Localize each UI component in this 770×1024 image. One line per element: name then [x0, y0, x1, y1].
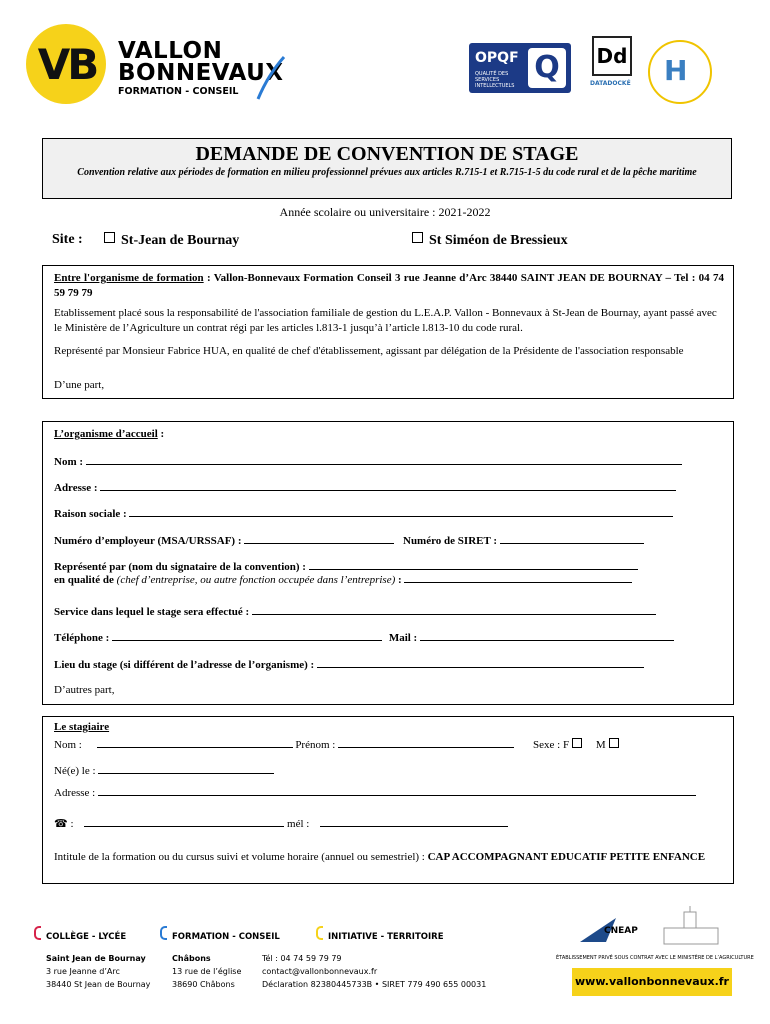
intitule-value: CAP ACCOMPAGNANT EDUCATIF PETITE ENFANCE [427, 851, 706, 863]
organisme-formation-heading [54, 271, 724, 301]
represente-field[interactable] [309, 560, 638, 570]
mail-label: Mail : [388, 632, 418, 644]
footer-col2-brand [160, 926, 280, 942]
intitule-label: Intitule de la formation ou du cursus suivi et volume horaire (annuel ou semestriel) : [54, 851, 425, 863]
service-field[interactable] [252, 605, 656, 615]
footer-contact-mail[interactable]: contact@vallonbonnevaux.fr [262, 967, 378, 976]
stagiaire-prenom-label: Prénom : [295, 739, 336, 751]
qualite-label: en qualité de [54, 574, 114, 586]
footer-address1-title: Saint Jean de Bournay [46, 954, 146, 963]
employeur-field[interactable] [244, 534, 394, 544]
stagiaire-nom-label: Nom : [54, 739, 82, 751]
opqf-title: OPQF [475, 50, 519, 66]
page-title: DEMANDE DE CONVENTION DE STAGE [195, 143, 579, 165]
lieu-label: Lieu du stage (si différent de l’adresse de l’organisme) : [54, 659, 315, 671]
site-label: Site : [52, 232, 83, 247]
page-subtitle: Convention relative aux périodes de formation en milieu professionnel prévues aux articles R.715-1 et R.715-1-5 du code rural et de la pêche maritime [77, 167, 697, 178]
service-label: Service dans lequel le stage sera effectué : [54, 606, 250, 618]
nom-label: Nom : [54, 456, 84, 468]
qualite-colon: : [395, 574, 402, 586]
ne-field[interactable] [98, 764, 274, 774]
stagiaire-adresse-field[interactable] [98, 786, 696, 796]
organisme-accueil-heading-label: L’organisme d’accueil [54, 428, 158, 440]
mel-field[interactable] [320, 817, 508, 827]
adresse-row [54, 481, 676, 494]
footer-address2 [172, 952, 241, 991]
raison-row [54, 507, 673, 520]
organisme-formation-para3: D’une part, [54, 379, 105, 391]
opqf-sub: QUALITÉ DES SERVICES INTELLECTUELS [475, 71, 515, 89]
website-link[interactable]: www.vallonbonnevaux.fr [572, 968, 732, 996]
footer-col2-label: FORMATION - CONSEIL [172, 932, 280, 942]
sexe-m-label: M [595, 739, 606, 751]
footer-address2-line2: 38690 Châbons [172, 980, 235, 989]
footer-address1 [46, 952, 150, 991]
lieu-field[interactable] [317, 658, 644, 668]
opqf-q-icon: Q [528, 48, 566, 88]
footer-address2-line1: 13 rue de l’église [172, 967, 242, 976]
siret-field[interactable] [500, 534, 644, 544]
datadock-mark: Dd [592, 36, 632, 76]
mail-field[interactable] [420, 631, 674, 641]
adresse-label: Adresse : [54, 482, 98, 494]
stagiaire-prenom-field[interactable] [338, 738, 514, 748]
footer-address2-title: Châbons [172, 954, 211, 963]
cneap-label: CNEAP [604, 926, 638, 936]
datadock-label: DATADOCKÉ [590, 80, 631, 87]
raison-field[interactable] [129, 507, 673, 517]
footer-contact-tel: Tél : 04 74 59 79 79 [262, 954, 342, 963]
qualite-row [54, 573, 632, 586]
mel-label: mél : [287, 818, 310, 830]
nom-field[interactable] [86, 455, 682, 465]
checkbox-stjean[interactable] [104, 232, 115, 243]
telephone-row [54, 631, 674, 644]
phone-icon: ☎ [54, 818, 68, 830]
stagiaire-adresse-row [54, 786, 696, 799]
brand-line2: BONNEVAUX [118, 60, 284, 86]
organisme-formation-heading-rest: : Vallon-Bonnevaux Formation Conseil 3 rue Jeanne d’Arc 38440 SAINT JEAN DE BOURNAY – Tel : 04 74 59 79 79 [54, 272, 724, 299]
bracket-yellow-icon [316, 926, 323, 940]
brand-swoosh-icon [254, 55, 286, 101]
footer-col1-brand [34, 926, 126, 942]
telephone-label: Téléphone : [54, 632, 110, 644]
stagiaire-nom-row [54, 738, 514, 751]
handi-mark: H [664, 54, 688, 87]
site-option-stjean-label: St-Jean de Bournay [121, 233, 240, 248]
checkbox-sexe-m[interactable] [609, 738, 619, 748]
datadock-badge [586, 36, 634, 94]
employeur-label: Numéro d’employeur (MSA/URSSAF) : [54, 535, 242, 547]
adresse-field[interactable] [100, 481, 676, 491]
bracket-red-icon [34, 926, 41, 940]
footer-contact-decl: Déclaration 82380445733B • SIRET 779 490 655 00031 [262, 980, 487, 989]
site-option-stjean[interactable] [104, 232, 239, 249]
title-box [42, 138, 732, 199]
site-option-stsimeon[interactable] [412, 232, 568, 249]
ne-label: Né(e) le : [54, 765, 96, 777]
telephone-field[interactable] [112, 631, 382, 641]
opqf-badge [469, 43, 571, 93]
stagiaire-adresse-label: Adresse : [54, 787, 96, 799]
nom-row [54, 455, 682, 468]
footer-etab-note: ÉTABLISSEMENT PRIVÉ SOUS CONTRAT AVEC LE MINISTÈRE DE L’AGRICULTURE [556, 955, 754, 961]
checkbox-stsimeon[interactable] [412, 232, 423, 243]
footer-contact [262, 952, 486, 991]
organisme-formation-heading-label: Entre l'organisme de formation [54, 272, 204, 284]
sexe-row [533, 738, 622, 751]
siret-label: Numéro de SIRET : [403, 535, 498, 547]
stagiaire-tel-row [54, 817, 508, 830]
brand-sub: FORMATION - CONSEIL [118, 86, 239, 97]
lieu-row [54, 658, 644, 671]
stagiaire-tel-field[interactable] [84, 817, 284, 827]
footer-col3-brand [316, 926, 444, 942]
organisme-accueil-heading-colon: : [157, 428, 165, 440]
brand-line1: VALLON [118, 38, 223, 64]
stagiaire-nom-field[interactable] [97, 738, 293, 748]
footer-col1-label: COLLÈGE - LYCÉE [46, 932, 127, 942]
footer-address1-line2: 38440 St Jean de Bournay [46, 980, 151, 989]
bracket-blue-icon [160, 926, 167, 940]
organisme-formation-para2: Représenté par Monsieur Fabrice HUA, en qualité de chef d'établissement, agissant par délégation de la Présidente de l'association responsable [54, 345, 684, 357]
school-year: Année scolaire ou universitaire : 2021-2022 [279, 205, 491, 219]
represente-row [54, 560, 638, 573]
logo-mark: VB [37, 40, 97, 89]
organisme-formation-section [42, 265, 734, 399]
phone-colon: : [70, 818, 74, 830]
organisme-accueil-heading [54, 428, 164, 440]
sexe-label: Sexe : F [533, 739, 570, 751]
qualite-hint: (chef d’entreprise, ou autre fonction occupée dans l’entreprise) [116, 574, 396, 586]
qualite-field[interactable] [404, 573, 632, 583]
autres-part: D’autres part, [54, 684, 115, 696]
checkbox-sexe-f[interactable] [572, 738, 582, 748]
stagiaire-section [42, 716, 734, 884]
raison-label: Raison sociale : [54, 508, 127, 520]
ne-row [54, 764, 274, 777]
represente-label: Représenté par (nom du signataire de la convention) : [54, 561, 306, 573]
ministry-building-icon [660, 906, 722, 948]
handi-badge [648, 40, 712, 104]
organisme-accueil-section [42, 421, 734, 705]
organisme-formation-para1: Etablissement placé sous la responsabilité de l'association familiale de gestion du L.E.A.P. Vallon - Bonnevaux à St-Jean de Bournay, ayant passé avec le Ministère de l’Agriculture un contrat régi par les articles l.813-1 jusqu’à l’article l.813-10 du code rural. [54, 307, 717, 334]
footer-address1-line1: 3 rue Jeanne d’Arc [46, 967, 120, 976]
service-row [54, 605, 656, 618]
footer-col3-label: INITIATIVE - TERRITOIRE [328, 932, 444, 942]
employeur-row [54, 534, 644, 547]
stagiaire-heading: Le stagiaire [54, 721, 110, 733]
intitule-row [54, 850, 724, 865]
site-option-stsimeon-label: St Siméon de Bressieux [429, 233, 568, 248]
